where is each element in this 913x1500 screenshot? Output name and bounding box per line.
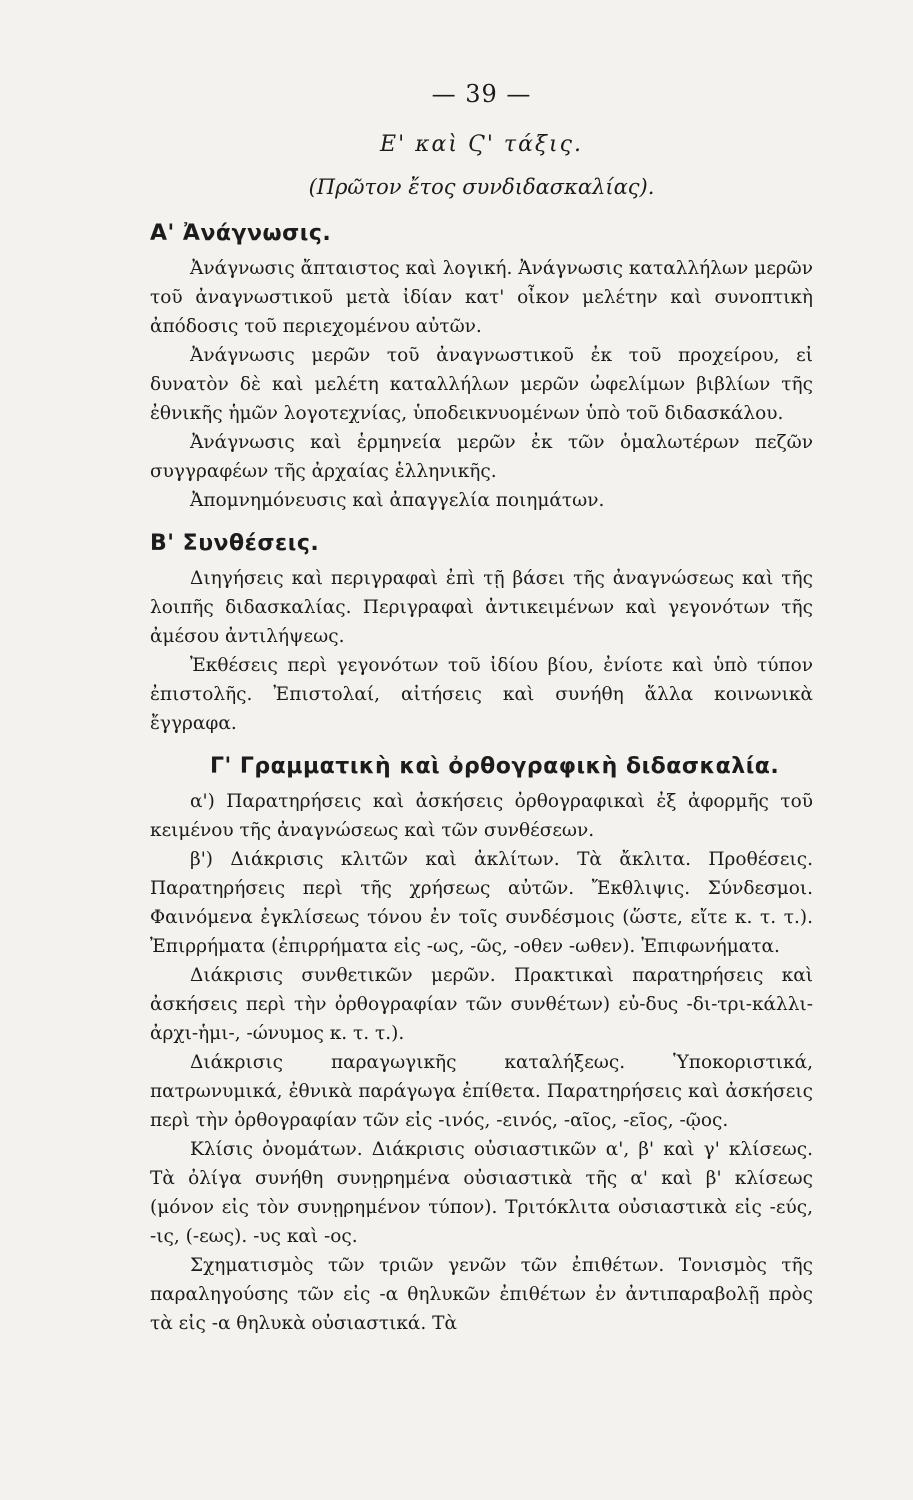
subtitle: (Πρῶτον ἔτος συνδιδασκαλίας). bbox=[308, 175, 655, 199]
paragraph: Ἐκθέσεις περὶ γεγονότων τοῦ ἰδίου βίου, ἐνίοτε καὶ ὑπὸ τύπον ἐπιστολῆς. Ἐπιστολαί, αἰτήσεις καὶ συνήθη ἄλλα κοινωνικὰ ἔγγραφα. bbox=[150, 655, 813, 734]
paragraph: Ἀπομνημόνευσις καὶ ἀπαγγελία ποιημάτων. bbox=[190, 490, 605, 511]
paragraph: Διηγήσεις καὶ περιγραφαὶ ἐπὶ τῇ βάσει τῆς ἀναγνώσεως καὶ τῆς λοιπῆς διδασκαλίας. Περιγραφαὶ ἀντικειμένων καὶ γεγονότων τῆς ἀμέσου ἀντιλήψεως. bbox=[150, 568, 813, 647]
section-heading: Β' Συνθέσεις. bbox=[150, 531, 320, 556]
paragraph: Ἀνάγνωσις καὶ ἑρμηνεία μερῶν ἐκ τῶν ὁμαλωτέρων πεζῶν συγγραφέων τῆς ἀρχαίας ἑλληνικῆς. bbox=[150, 432, 813, 482]
paragraph: β') Διάκρισις κλιτῶν καὶ ἀκλίτων. Τὰ ἄκλιτα. Προθέσεις. Παρατηρήσεις περὶ τῆς χρήσεως αὐτῶν. Ἔκθλιψις. Σύνδεσμοι. Φαινόμενα ἐγκλίσεως τόνου ἐν τοῖς συνδέσμοις (ὥστε, εἴτε κ. τ. τ.). Ἐπιρρήματα (ἐπιρρήματα εἰς -ως, -ῶς, -οθεν -ωθεν). Ἐπιφωνήματα. bbox=[150, 849, 813, 957]
paragraph: Κλίσις ὀνομάτων. Διάκρισις οὐσιαστικῶν α', β' καὶ γ' κλίσεως. Τὰ ὀλίγα συνήθη συνῃρημένα οὐσιαστικὰ τῆς α' καὶ β' κλίσεως (μόνον εἰς τὸν συνῃρημένον τύπον). Τριτόκλιτα οὐσιαστικὰ εἰς -εύς, -ις, (-εως). -υς καὶ -ος. bbox=[150, 1139, 813, 1247]
paragraph: Ἀνάγνωσις μερῶν τοῦ ἀναγνωστικοῦ ἐκ τοῦ προχείρου, εἰ δυνατὸν δὲ καὶ μελέτη καταλλήλων μερῶν ὠφελίμων βιβλίων τῆς ἐθνικῆς ἡμῶν λογοτεχνίας, ὑποδεικνυομένων ὑπὸ τοῦ διδασκάλου. bbox=[150, 345, 813, 424]
page-number: — 39 — bbox=[431, 80, 532, 108]
section-heading: Γ' Γραμματικὴ καὶ ὀρθογραφικὴ διδασκαλία. bbox=[210, 754, 780, 779]
paragraph: Ἀνάγνωσις ἄπταιστος καὶ λογική. Ἀνάγνωσις καταλλήλων μερῶν τοῦ ἀναγνωστικοῦ μετὰ ἰδίαν κατ' οἶκον μελέτην καὶ συνοπτικὴ ἀπόδοσις τοῦ περιεχομένου αὐτῶν. bbox=[150, 258, 813, 337]
section-grammar bbox=[150, 754, 813, 1338]
paragraph: Διάκρισις παραγωγικῆς καταλήξεως. Ὑποκοριστικά, πατρωνυμικά, ἐθνικὰ παράγωγα ἐπίθετα. Παρατηρήσεις καὶ ἀσκήσεις περὶ τὴν ὀρθογραφίαν τῶν εἰς -ινός, -εινός, -αῖος, -εῖος, -ῷος. bbox=[150, 1052, 813, 1131]
paragraph: α') Παρατηρήσεις καὶ ἀσκήσεις ὀρθογραφικαὶ ἐξ ἀφορμῆς τοῦ κειμένου τῆς ἀναγνώσεως καὶ τῶν συνθέσεων. bbox=[150, 791, 813, 841]
section-compositions bbox=[150, 531, 813, 738]
grade-heading: Ε' καὶ Ϛ' τάξις. bbox=[380, 132, 583, 157]
section-reading bbox=[150, 221, 813, 515]
paragraph: Διάκρισις συνθετικῶν μερῶν. Πρακτικαὶ παρατηρήσεις καὶ ἀσκήσεις περὶ τὴν ὀρθογραφίαν τῶν συνθέτων) εὐ-δυς -δι-τρι-κάλλι- ἀρχι-ἡμι-, -ώνυμος κ. τ. τ.). bbox=[150, 965, 813, 1044]
paragraph: Σχηματισμὸς τῶν τριῶν γενῶν τῶν ἐπιθέτων. Τονισμὸς τῆς παραληγούσης τῶν εἰς -α θηλυκῶν ἐπιθέτων ἐν ἀντιπαραβολῇ πρὸς τὰ εἰς -α θηλυκὰ οὐσιαστικά. Τὰ bbox=[150, 1255, 813, 1334]
section-heading: Α' Ἀνάγνωσις. bbox=[150, 221, 332, 246]
